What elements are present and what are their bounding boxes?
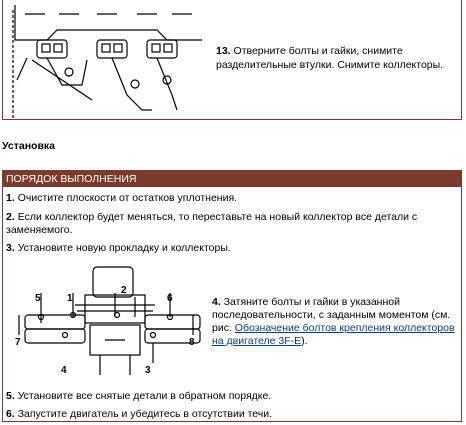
step-text: Очистите плоскости от остатков уплотнения. <box>17 192 238 204</box>
step-number: 3. <box>6 242 15 254</box>
step-number: 2. <box>6 211 15 223</box>
step-1 <box>6 192 456 205</box>
top-step-frame <box>2 0 462 120</box>
step-number: 1. <box>6 192 15 204</box>
step-text: Если коллектор будет меняться, то переставьте на новый коллектор все детали с заменяемого. <box>6 211 418 236</box>
step-number: 4. <box>212 296 221 308</box>
step-text: Установите новую прокладку и коллекторы. <box>17 242 231 254</box>
procedure-frame <box>2 170 462 422</box>
diagram-label: 3 <box>145 365 151 376</box>
step-2 <box>6 211 456 237</box>
procedure-header: ПОРЯДОК ВЫПОЛНЕНИЯ <box>3 171 461 187</box>
step-text: Установите все снятые детали в обратном порядке. <box>17 390 272 402</box>
step-6 <box>6 408 456 421</box>
section-title: Установка <box>2 140 55 152</box>
step-13 <box>216 44 461 72</box>
step-number: 13. <box>216 45 231 57</box>
step-text: Затяните болты и гайки в указанной последовательности, с заданным моментом (см. рис. <box>212 296 451 334</box>
diagram-label: 8 <box>189 337 195 348</box>
step-number: 6. <box>6 408 15 420</box>
diagram-label: 4 <box>61 365 67 376</box>
manifold-removal-illustration <box>7 0 207 118</box>
bolt-tightening-diagram <box>5 265 205 383</box>
step-4 <box>212 296 457 348</box>
diagram-label: 1 <box>67 293 73 304</box>
diagram-label: 7 <box>15 337 21 348</box>
diagram-label: 6 <box>167 293 173 304</box>
step-5 <box>6 390 456 403</box>
step-text: Запустите двигатель и убедитесь в отсутствии течи. <box>17 408 273 420</box>
step-3 <box>6 242 456 255</box>
step-number: 5. <box>6 390 15 402</box>
diagram-label: 2 <box>121 285 127 296</box>
step-text: Отверните болты и гайки, снимите разделительные втулки. Снимите коллекторы. <box>216 45 444 71</box>
diagram-label: 5 <box>35 293 41 304</box>
step-text-end: ). <box>301 335 308 347</box>
bolt-designation-link[interactable]: Обозначение болтов крепления коллекторов на двигателе 3F-E <box>212 322 455 347</box>
